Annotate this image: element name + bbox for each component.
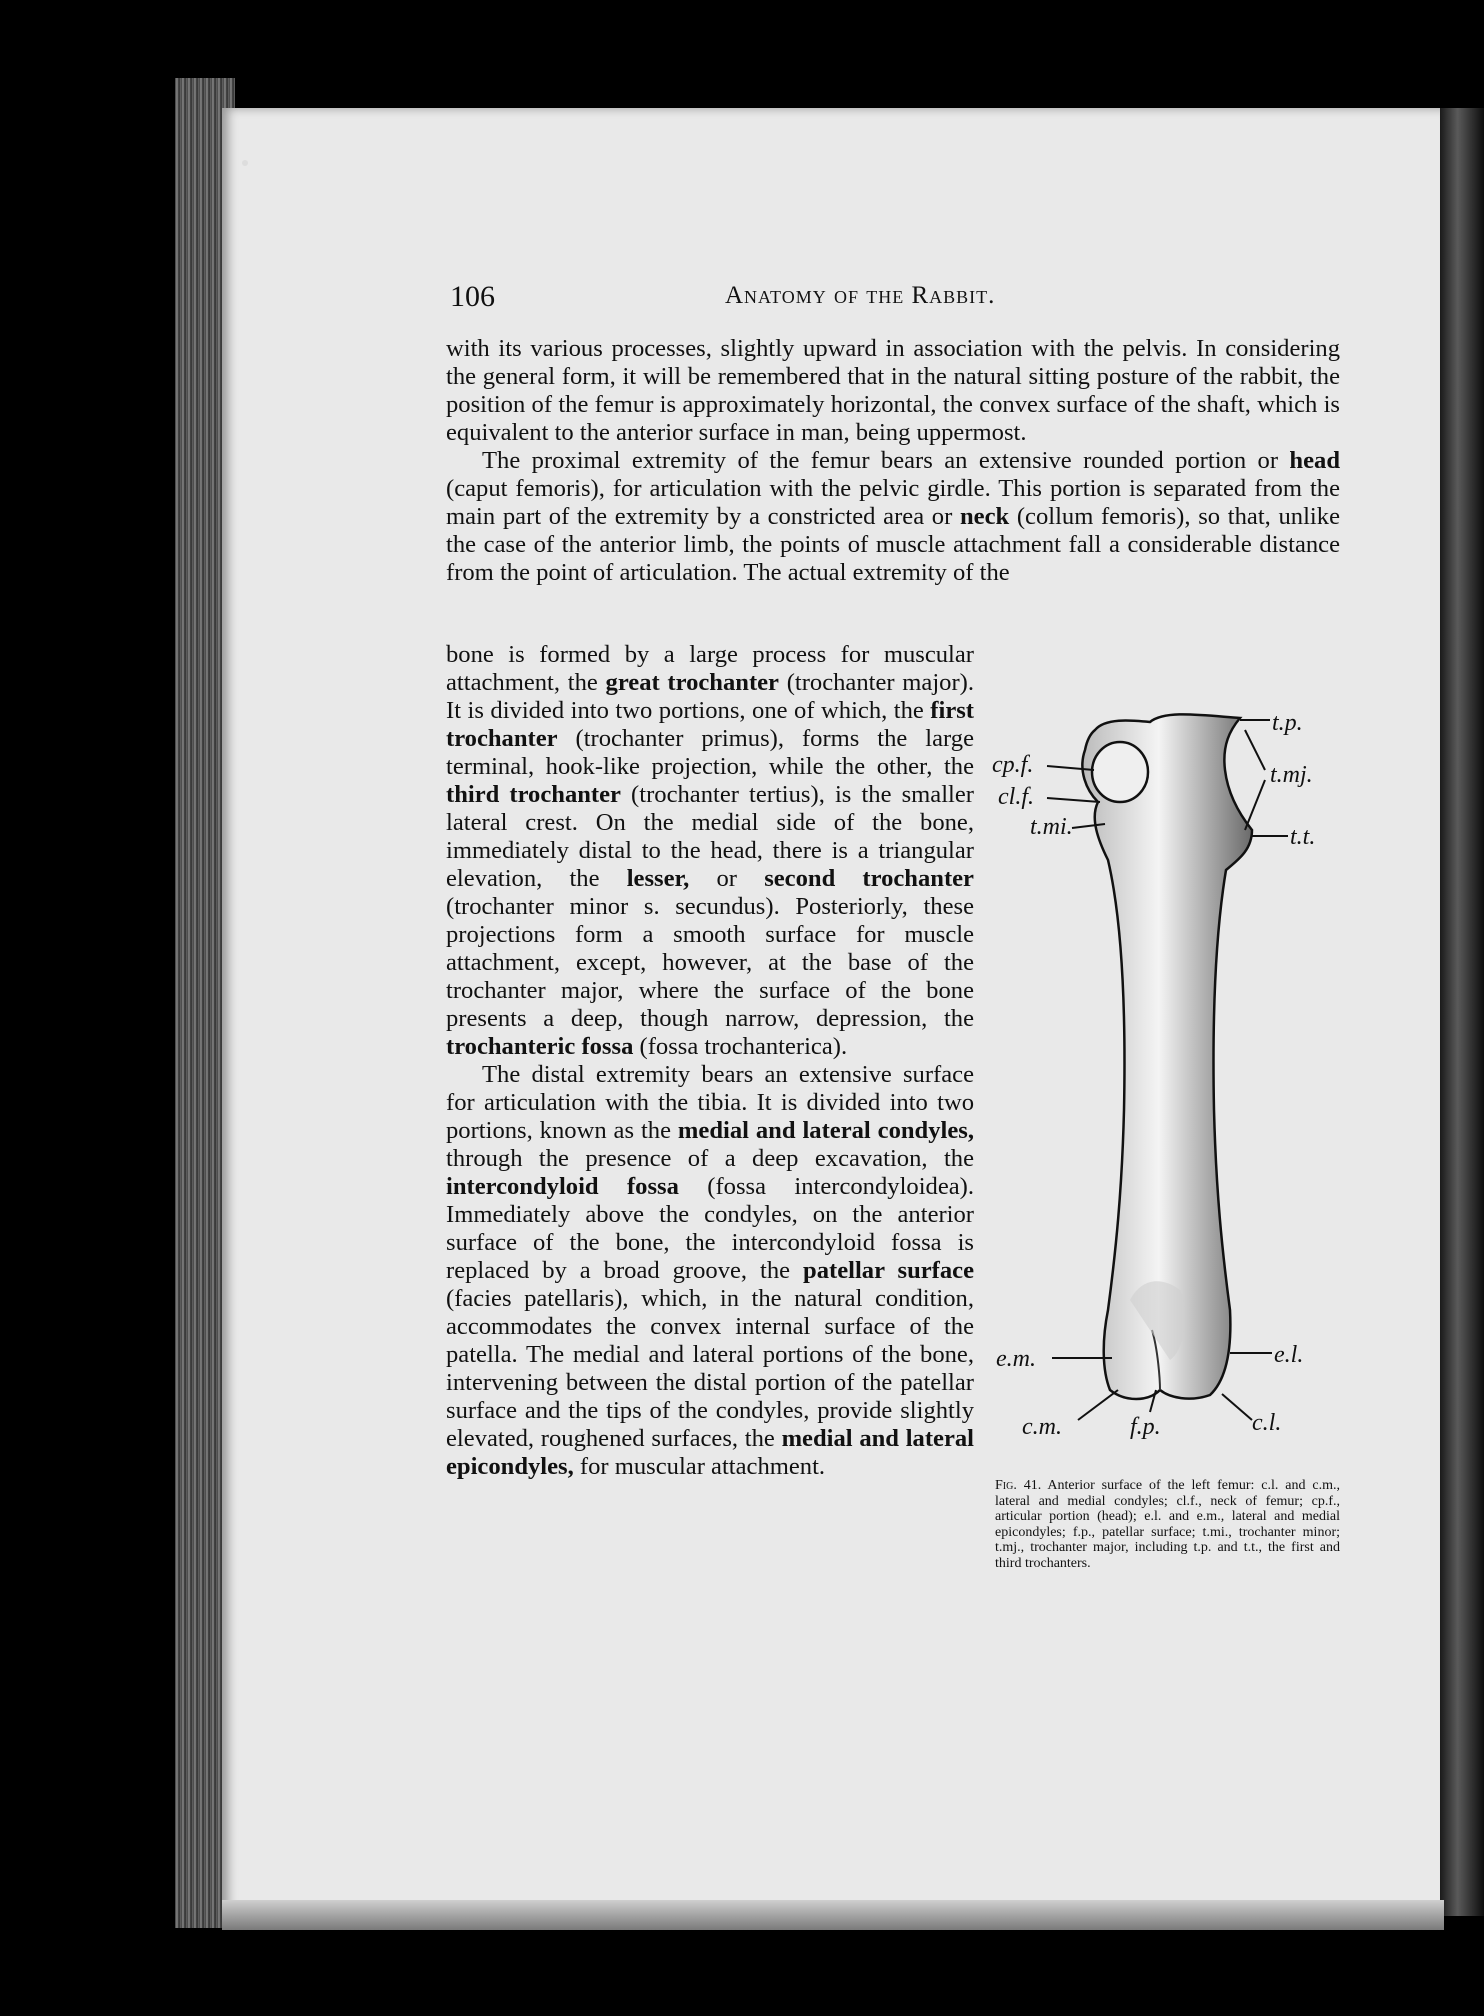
term-third-trochanter: third trochanter — [446, 781, 621, 808]
leader-tmj-lower — [1245, 780, 1265, 830]
term-second-trochanter: second trochanter — [764, 865, 974, 892]
leader-cm — [1078, 1390, 1118, 1420]
paragraph-continuation: with its various processes, slightly upward in association with the pelvis. In considering the general form, it will be remembered that in the natural sitting posture of the rabbit, the position of the femur is approximately horizontal, the convex surface of the shaft, which is equivalent to the anterior surface in man, being uppermost. — [446, 335, 1340, 446]
scan-speck — [242, 160, 248, 166]
term-intercondyloid-fossa: intercondyloid fossa — [446, 1173, 679, 1200]
paragraph-proximal-extremity: The proximal extremity of the femur bears an extensive rounded portion or head (caput femoris), for articulation with the pelvic girdle. This portion is separated from the main part of the extremity by a constricted area or neck (collum femoris), so that, unlike the case of the anterior limb, the points of muscle attachment fall a considerable distance from the point of articulation. The actual extremity of the — [446, 447, 1340, 586]
label-tmj: t.mj. — [1270, 762, 1313, 788]
label-em: e.m. — [996, 1346, 1036, 1372]
term-patellar-surface: patellar surface — [803, 1257, 974, 1284]
term-epicondyles: medial and lateral epicondyles, — [446, 1425, 974, 1480]
term-first-trochanter: first trochanter — [446, 697, 974, 752]
label-tt: t.t. — [1290, 824, 1316, 850]
femur-figure — [990, 690, 1350, 1460]
label-tp: t.p. — [1272, 710, 1303, 736]
caption-text: Anterior surface of the left femur: c.l. and c.m., lateral and medial condyles; cl.f., neck of femur; cp.f., articular portion (head); e.l. and e.m., lateral and medial epicondyles; f.p., patellar surface; t.mi., trochanter minor; t.mj., trochanter major, including t.p. and t.t., the first and third trochanters. — [995, 1478, 1340, 1571]
running-head: Anatomy of the Rabbit. — [725, 282, 996, 309]
label-cl: c.l. — [1252, 1410, 1282, 1436]
full-width-text — [446, 335, 1340, 587]
caption-label: Fig. 41. — [995, 1478, 1042, 1493]
figure-caption — [995, 1478, 1340, 1571]
label-tmi: t.mi. — [1030, 814, 1073, 840]
page-number: 106 — [450, 280, 495, 313]
text-column — [446, 641, 974, 1481]
femur-head — [1092, 742, 1148, 802]
leader-clf — [1047, 798, 1100, 802]
term-head: head — [1289, 447, 1340, 474]
label-el: e.l. — [1274, 1342, 1304, 1368]
leader-cl — [1222, 1394, 1252, 1420]
label-cpf: cp.f. — [992, 752, 1034, 778]
paragraph-trochanters: bone is formed by a large process for muscular attachment, the great trochanter (trochanter major). It is divided into two portions, one of which, the first trochanter (trochanter primus), forms the large terminal, hook-like projection, while the other, the third trochanter (trochanter tertius), is the smaller lateral crest. On the medial side of the bone, immediately distal to the head, there is a triangular elevation, the lesser, or second trochanter (trochanter minor s. secundus). Posteriorly, these projections form a smooth surface for muscle attachment, except, however, at the base of the trochanter major, where the surface of the bone presents a deep, though narrow, depression, the trochanteric fossa (fossa trochanterica). — [446, 641, 975, 1060]
femur-illustration — [990, 690, 1350, 1460]
page-gutter — [1440, 108, 1484, 1916]
term-great-trochanter: great trochanter — [605, 669, 779, 696]
term-condyles: medial and lateral condyles, — [677, 1117, 974, 1144]
label-clf: cl.f. — [998, 784, 1034, 810]
label-fp: f.p. — [1130, 1414, 1161, 1440]
term-neck: neck — [959, 503, 1010, 530]
leader-tmj-upper — [1245, 730, 1265, 770]
page-bottom-edge — [222, 1900, 1444, 1930]
term-lesser: lesser, — [626, 865, 690, 892]
paragraph-distal-extremity: The distal extremity bears an extensive surface for articulation with the tibia. It is divided into two portions, known as the medial and lateral condyles, through the presence of a deep excavation, the intercondyloid fossa (fossa intercondyloidea). Immediately above the condyles, on the anterior surface of the bone, the intercondyloid fossa is replaced by a broad groove, the patellar surface (facies patellaris), which, in the natural condition, accommodates the convex internal surface of the patella. The medial and lateral portions of the bone, intervening between the distal portion of the patellar surface and the tips of the condyles, provide slightly elevated, roughened surfaces, the medial and lateral epicondyles, for muscular attachment. — [446, 1061, 974, 1480]
term-trochanteric-fossa: trochanteric fossa — [446, 1033, 634, 1060]
label-cm: c.m. — [1022, 1414, 1062, 1440]
